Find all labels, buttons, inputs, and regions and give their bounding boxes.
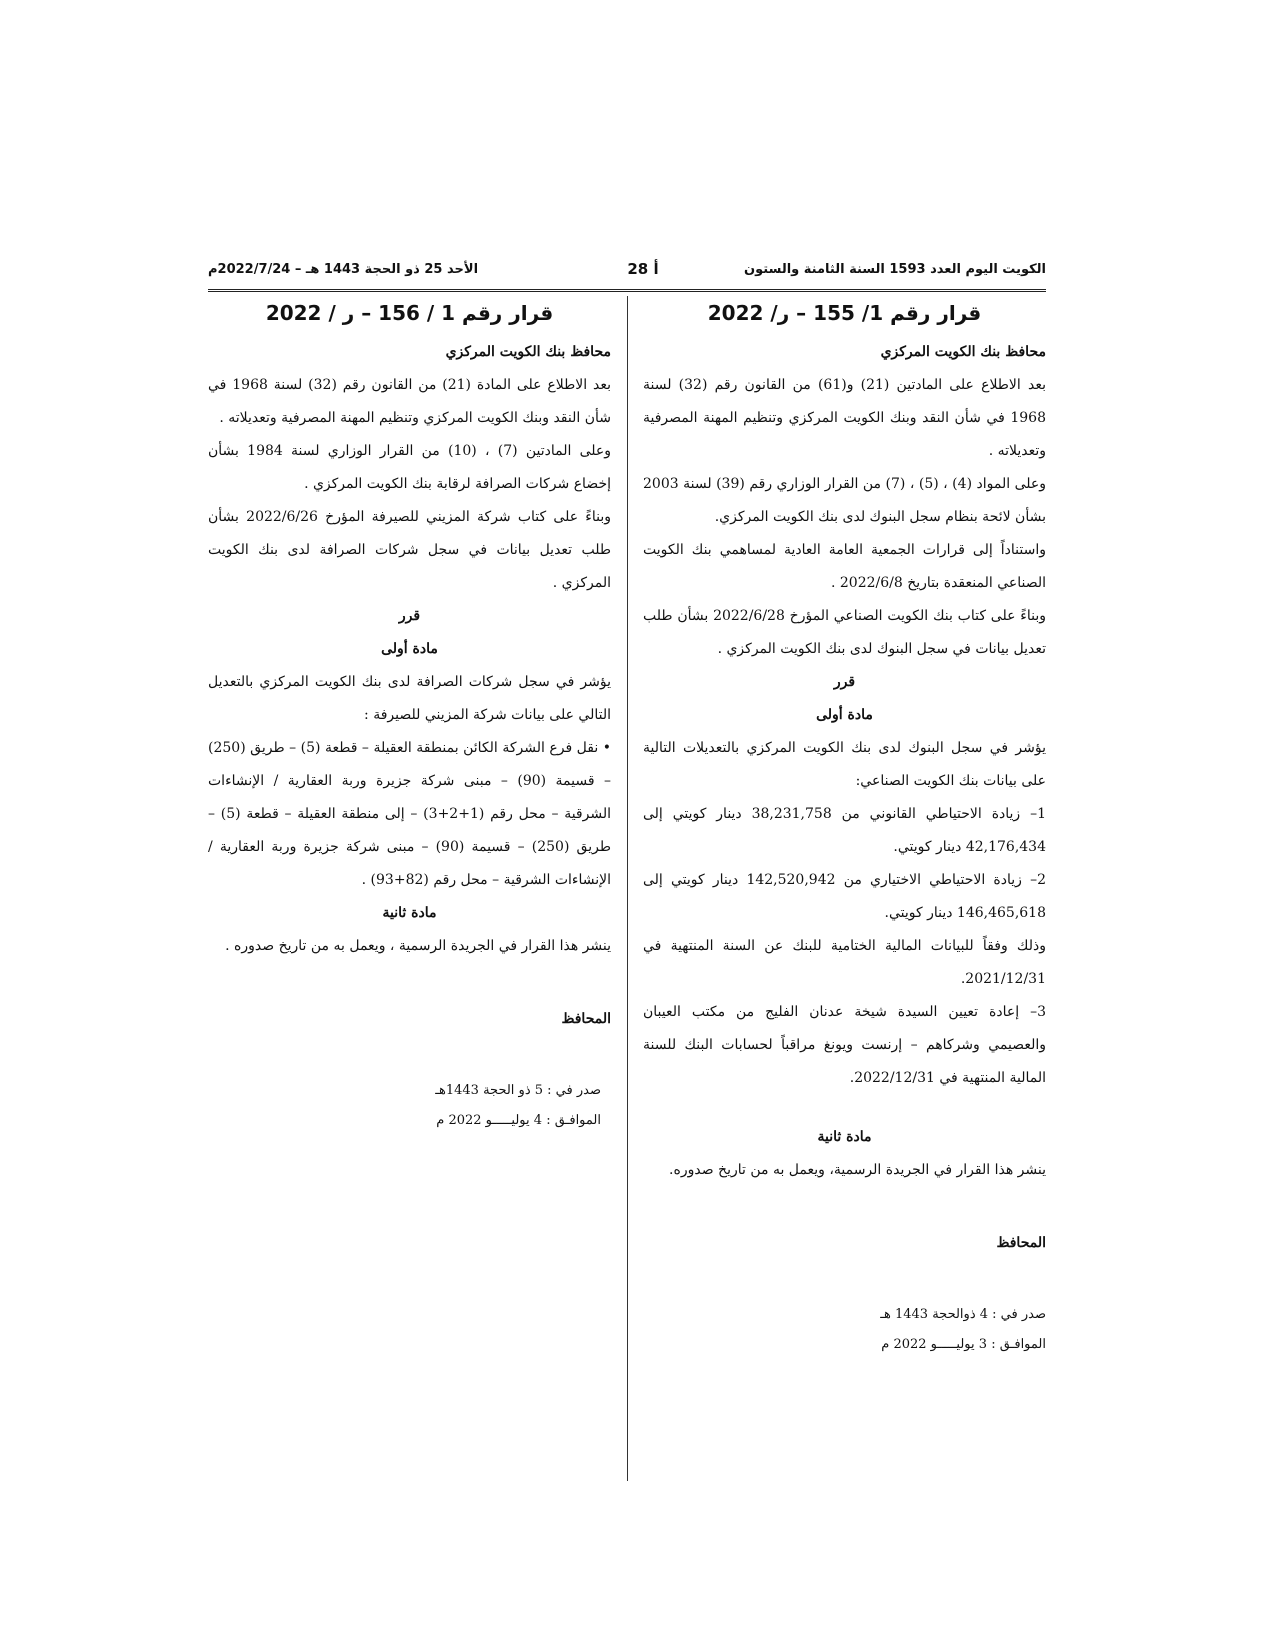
issuer: محافظ بنك الكويت المركزي (445, 344, 611, 360)
header-publication: الكويت اليوم العدد 1593 السنة الثامنة والستون (744, 262, 1046, 277)
article-1-intro: يؤشر في سجل البنوك لدى بنك الكويت المركزي بالتعديلات التالية على بيانات بنك الكويت الصناعي: (643, 740, 1046, 789)
column-divider (627, 296, 628, 1481)
signature: المحافظ (996, 1235, 1046, 1251)
preamble-paragraph: بعد الاطلاع على المادة (21) من القانون رقم (32) لسنة 1968 في شأن النقد وبنك الكويت المركزي وتنظيم المهنة المصرفية وتعديلاته . (208, 377, 611, 426)
signature: المحافظ (561, 1011, 611, 1027)
article-2-heading: مادة ثانية (817, 1129, 872, 1145)
preamble-paragraph: بعد الاطلاع على المادتين (21) و(61) من القانون رقم (32) لسنة 1968 في شأن النقد وبنك الكويت المركزي وتنظيم المهنة المصرفية وتعديلاته . (643, 377, 1046, 459)
article-1-heading: مادة أولى (816, 707, 873, 723)
article-1-item: 3– إعادة تعيين السيدة شيخة عدنان الفليج من مكتب العيبان والعصيمي وشركاهم – إرنست ويونغ مراقباً لحسابات البنك للسنة المالية المنتهية في 2022/12/31. (643, 1004, 1046, 1086)
decision-title: قرار رقم 1 / 156 – ر / 2022 (265, 301, 554, 325)
article-1-intro: يؤشر في سجل شركات الصرافة لدى بنك الكويت المركزي بالتعديل التالي على بيانات شركة المزيني للصيرفة : (208, 674, 611, 723)
decision-title: قرار رقم 1/ 155 – ر/ 2022 (707, 301, 982, 325)
decided-heading: قرر (833, 674, 856, 690)
article-1-note: وذلك وفقاً للبيانات المالية الختامية للبنك عن السنة المنتهية في 2021/12/31. (643, 938, 1046, 987)
article-2-heading: مادة ثانية (382, 905, 437, 921)
article-1-item: 2– زيادة الاحتياطي الاختياري من 142,520,942 دينار كويتي إلى 146,465,618 دينار كويتي. (643, 872, 1046, 921)
issued-hijri-date: صدر في : 4 ذوالحجة 1443 هـ (880, 1307, 1046, 1322)
article-2-text: ينشر هذا القرار في الجريدة الرسمية ، ويعمل به من تاريخ صدوره . (225, 938, 611, 954)
decided-heading: قرر (398, 608, 421, 624)
issued-gregorian-date: الموافـق : 3 يوليـــــو 2022 م (881, 1337, 1046, 1352)
preamble-paragraph: وبناءً على كتاب شركة المزيني للصيرفة المؤرخ 2022/6/26 بشأن طلب تعديل بيانات في سجل شركات الصرافة لدى بنك الكويت المركزي . (208, 509, 612, 591)
preamble-paragraph: واستناداً إلى قرارات الجمعية العامة العادية لمساهمي بنك الكويت الصناعي المنعقدة بتاريخ 2022/6/8 . (643, 542, 1046, 591)
issued-hijri-date: صدر في : 5 ذو الحجة 1443هـ (435, 1083, 601, 1098)
preamble-paragraph: وعلى المادتين (7) ، (10) من القرار الوزاري لسنة 1984 بشأن إخضاع شركات الصرافة لرقابة بنك الكويت المركزي . (208, 443, 611, 492)
page-header (208, 258, 1046, 288)
decision-155-column (643, 296, 1046, 1360)
article-1-item: 1– زيادة الاحتياطي القانوني من 38,231,758 دينار كويتي إلى 42,176,434 دينار كويتي. (643, 806, 1046, 855)
header-date: الأحد 25 ذو الحجة 1443 هـ – 2022/7/24م (208, 262, 479, 277)
issuer: محافظ بنك الكويت المركزي (880, 344, 1046, 360)
article-1-heading: مادة أولى (381, 641, 438, 657)
issued-gregorian-date: الموافـق : 4 يوليـــــو 2022 م (436, 1113, 601, 1128)
article-1-bullet: • نقل فرع الشركة الكائن بمنطقة العقيلة – قطعة (5) – طريق (250) – قسيمة (90) – مبنى شركة جزيرة وربة العقارية / الإنشاءات الشرقية – محل رقم (1+2+3) – إلى منطقة العقيلة – قطعة (5) – طريق (250) – قسيمة (90) – مبنى شركة جزيرة وربة العقارية / الإنشاءات الشرقية – محل رقم (82+93) . (208, 740, 611, 888)
header-page-number: أ 28 (627, 260, 659, 278)
preamble-paragraph: وبناءً على كتاب بنك الكويت الصناعي المؤرخ 2022/6/28 بشأن طلب تعديل بيانات في سجل البنوك لدى بنك الكويت المركزي . (643, 608, 1046, 657)
header-rule (208, 289, 1046, 292)
preamble-paragraph: وعلى المواد (4) ، (5) ، (7) من القرار الوزاري رقم (39) لسنة 2003 بشأن لائحة بنظام سجل البنوك لدى بنك الكويت المركزي. (643, 476, 1047, 525)
article-2-text: ينشر هذا القرار في الجريدة الرسمية، ويعمل به من تاريخ صدوره. (669, 1162, 1046, 1178)
decision-156-column (208, 296, 611, 1136)
